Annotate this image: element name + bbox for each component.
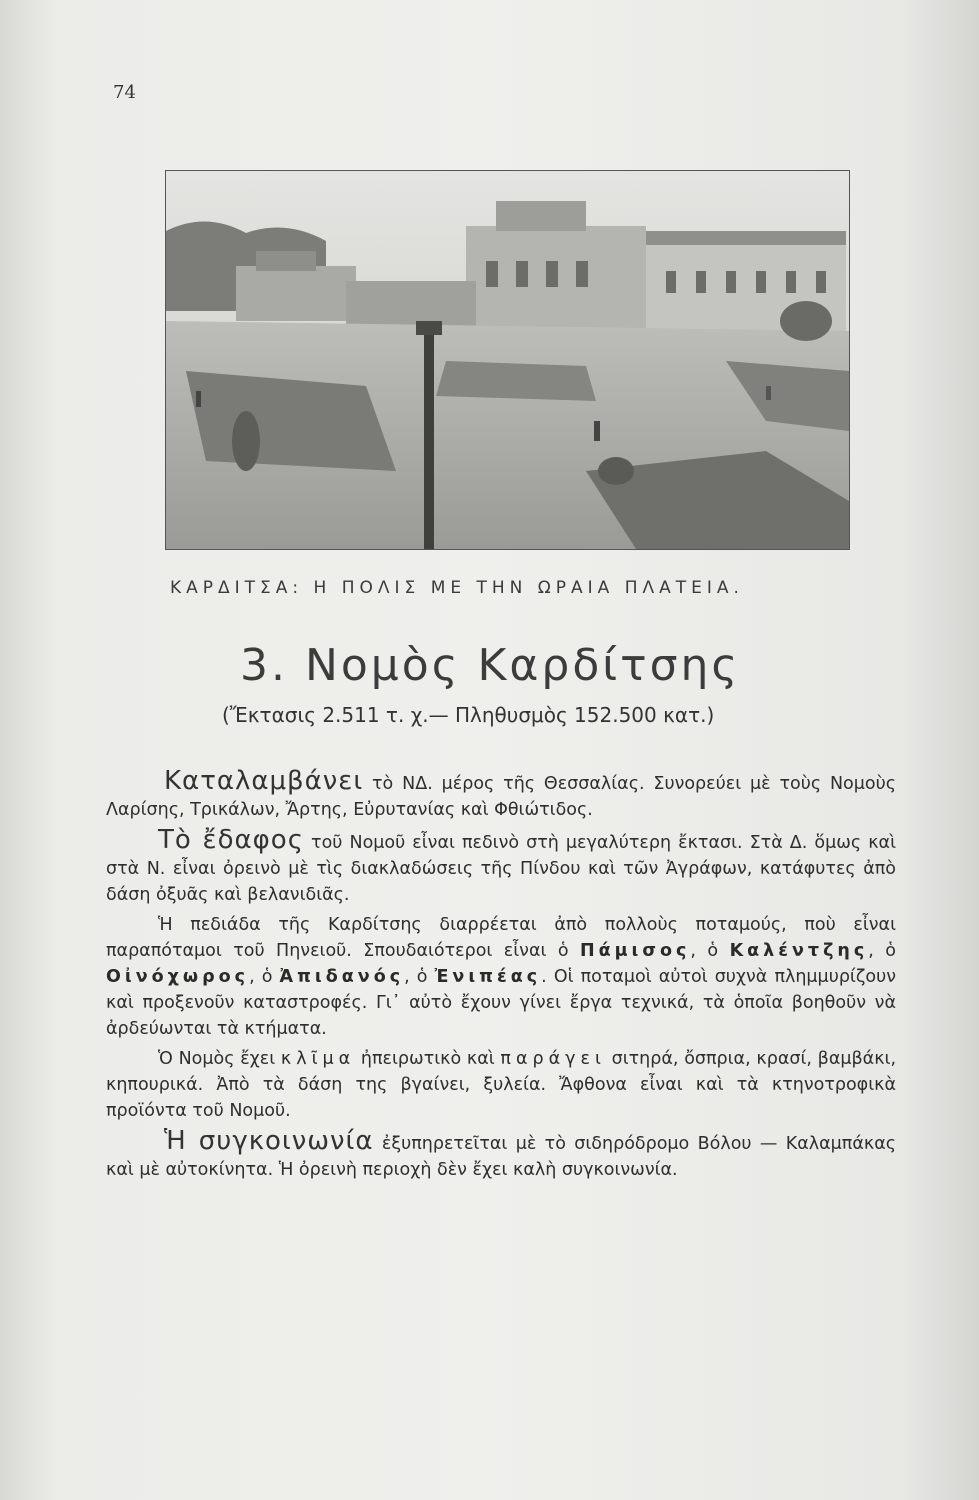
paragraph-lead: Τὸ ἔδαφος bbox=[158, 825, 304, 855]
emphasis-term: παράγει bbox=[500, 1049, 606, 1069]
paragraph-text: . Οἱ ποταμοὶ αὐτοὶ συχνὰ πλημμυρίζουν καὶ προξενοῦν καταστροφές. Γι᾽ αὐτὸ ἔχουν γίνει ἔργα τεχνικά, τὰ ὁποῖα βοηθοῦν νὰ ἀρδεύωνται τὰ κτήματα. bbox=[106, 967, 896, 1039]
chapter-subtitle: (Ἔκτασις 2.511 τ. χ.— Πληθυσμὸς 152.500 κατ.) bbox=[222, 703, 715, 727]
separator-text: , ὁ bbox=[404, 967, 435, 987]
river-name: Οἰνόχωρος bbox=[106, 967, 250, 987]
photo-caption: ΚΑΡΔΙΤΣΑ: Η ΠΟΛΙΣ ΜΕ ΤΗΝ ΩΡΑΙΑ ΠΛΑΤΕΙΑ. bbox=[170, 578, 744, 598]
paragraph-territory bbox=[106, 768, 896, 823]
river-name: Καλέντζης bbox=[729, 941, 869, 961]
paragraph-terrain bbox=[106, 827, 896, 908]
paragraph-text: ἐξυπηρετεῖται μὲ τὸ σιδηρόδρομο Βόλου — Καλαμπάκας καὶ μὲ αὐτοκίνητα. Ἡ ὀρεινὴ περιοχὴ δὲν ἔχει καλὴ συγκοινωνία. bbox=[106, 1134, 897, 1180]
river-name: Ἀπιδανός bbox=[279, 967, 405, 987]
paragraph-text: Ἡ πεδιάδα τῆς Καρδίτσης διαρρέεται ἀπὸ πολλοὺς ποταμούς, ποὺ εἶναι παραπόταμοι τοῦ Πηνειοῦ. Σπουδαιότεροι εἶναι ὁ bbox=[106, 915, 896, 961]
page-number: 74 bbox=[113, 82, 136, 103]
paragraph-text: τὸ ΝΔ. μέρος τῆς Θεσσαλίας. Συνορεύει μὲ τοὺς Νομοὺς Λαρίσης, Τρικάλων, Ἄρτης, Εὐρυτανίας καὶ Φθιώτιδος. bbox=[106, 774, 896, 820]
chapter-title: 3. Νομὸς Καρδίτσης bbox=[240, 640, 741, 691]
body-text bbox=[106, 768, 896, 1187]
paragraph-text: Ὁ Νομὸς ἔχει bbox=[158, 1049, 281, 1069]
separator-text: , ὁ bbox=[868, 941, 896, 961]
river-name: Ἐνιπέας bbox=[434, 967, 542, 987]
paragraph-text: τοῦ Νομοῦ εἶναι πεδινὸ στὴ μεγαλύτερη ἔκτασι. Στὰ Δ. ὅμως καὶ στὰ Ν. εἶναι ὀρεινὸ μὲ τὶς διακλαδώσεις τῆς Πίνδου καὶ τῶν Ἀγράφων, κατάφυτες ἀπὸ δάση ὀξυᾶς καὶ βελανιδιᾶς. bbox=[106, 833, 896, 905]
separator-text: , ὁ bbox=[690, 941, 730, 961]
separator-text: , ὁ bbox=[249, 967, 280, 987]
town-square-photo bbox=[165, 170, 850, 550]
paragraph-transport bbox=[106, 1128, 896, 1183]
paragraph-rivers bbox=[106, 912, 896, 1042]
paragraph-lead: Καταλαμβάνει bbox=[164, 766, 364, 796]
emphasis-term: κλῖμα bbox=[280, 1049, 356, 1069]
river-name: Πάμισος bbox=[580, 941, 691, 961]
paragraph-text: σιτηρά, ὄσπρια, κρασί, βαμβάκι, κηπουρικά. Ἀπὸ τὰ δάση της βγαίνει, ξυλεία. Ἄφθονα εἶναι καὶ τὰ κτηνοτροφικὰ προϊόντα τοῦ Νομοῦ. bbox=[106, 1049, 897, 1121]
paragraph-lead: Ἡ συγκοινωνία bbox=[164, 1126, 374, 1156]
paragraph-text: ἠπειρωτικὸ καὶ bbox=[355, 1049, 501, 1069]
paragraph-climate bbox=[106, 1046, 896, 1124]
